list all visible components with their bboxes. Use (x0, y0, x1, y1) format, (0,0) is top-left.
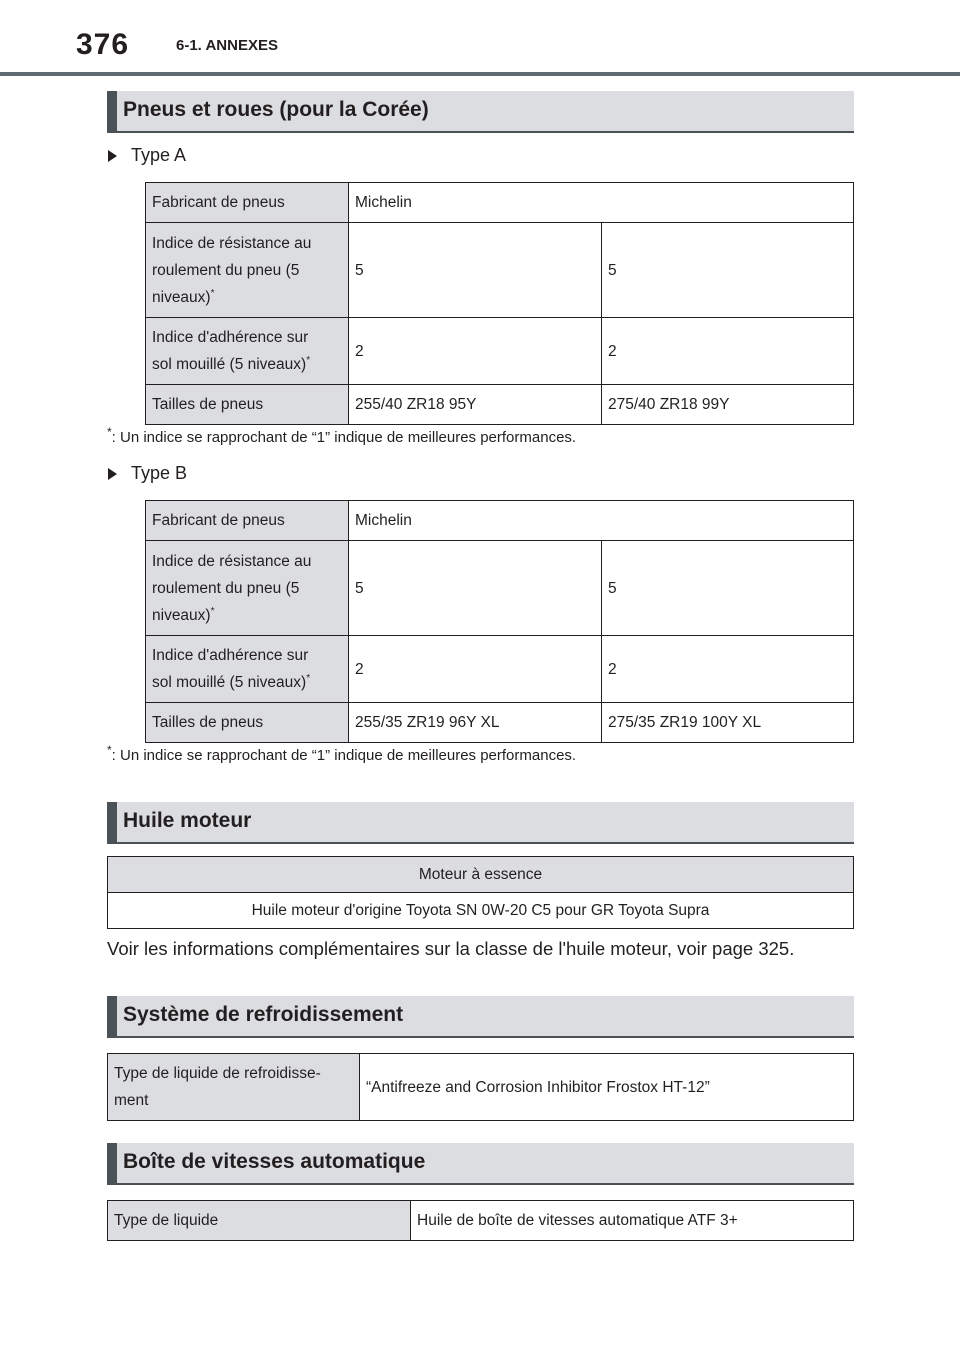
cell-label: Moteur à essence (108, 857, 854, 893)
type-b-footnote (107, 743, 576, 764)
table-row (108, 1054, 854, 1121)
cell-value: 2 (349, 636, 602, 703)
footnote-mark: * (210, 605, 215, 617)
section-title: Boîte de vitesses automatique (123, 1150, 426, 1173)
cell-label (108, 1054, 360, 1121)
footnote-mark: * (306, 672, 311, 684)
type-b-bullet (108, 463, 187, 484)
cell-label: Fabricant de pneus (146, 183, 349, 223)
table-row (146, 385, 854, 425)
triangle-bullet-icon (108, 150, 117, 162)
label-line: roulement du pneu (5 (152, 579, 300, 597)
type-a-table (145, 182, 854, 425)
cell-label (146, 223, 349, 318)
cell-label: Tailles de pneus (146, 385, 349, 425)
cell-value: 2 (602, 636, 854, 703)
label-line: ment (114, 1092, 149, 1109)
section-title: Système de refroidissement (123, 1003, 404, 1026)
cell-value: 5 (602, 541, 854, 636)
footnote-mark: * (107, 425, 112, 439)
transmission-fluid-table (107, 1200, 854, 1241)
label-line: roulement du pneu (5 (152, 261, 300, 279)
type-b-table (145, 500, 854, 743)
table-row (146, 703, 854, 743)
cell-value: 255/35 ZR19 96Y XL (349, 703, 602, 743)
type-a-footnote (107, 425, 576, 446)
footnote-text: : Un indice se rapprochant de “1” indique de meilleures performances. (111, 747, 577, 764)
cell-label: Type de liquide (108, 1201, 411, 1241)
cell-value: 5 (602, 223, 854, 318)
section-header-engine-oil (107, 802, 854, 844)
table-row (146, 318, 854, 385)
cell-label: Fabricant de pneus (146, 501, 349, 541)
table-row (146, 636, 854, 703)
section-header-tires (107, 91, 854, 133)
cell-label (146, 318, 349, 385)
cell-value: 275/35 ZR19 100Y XL (602, 703, 854, 743)
label-line: niveaux) (152, 606, 211, 624)
label-line: sol mouillé (5 niveaux) (152, 674, 307, 691)
table-row (146, 183, 854, 223)
section-title: Pneus et roues (pour la Corée) (123, 98, 429, 121)
cell-value: Huile de boîte de vitesses automatique ATF 3+ (411, 1201, 854, 1241)
table-row (108, 893, 854, 929)
page-number: 376 (76, 28, 130, 61)
table-row (108, 1201, 854, 1241)
label-line: Indice de résistance au (152, 234, 312, 252)
cell-value: 5 (349, 541, 602, 636)
label-line: niveaux) (152, 288, 211, 306)
cell-label: Tailles de pneus (146, 703, 349, 743)
label-line: Indice d'adhérence sur (152, 647, 309, 664)
table-row (146, 501, 854, 541)
label-line: sol mouillé (5 niveaux) (152, 356, 307, 373)
cell-value: 255/40 ZR18 95Y (349, 385, 602, 425)
footnote-mark: * (107, 743, 112, 757)
cell-value: Michelin (349, 501, 854, 541)
header-rule (0, 72, 960, 76)
footnote-text: : Un indice se rapprochant de “1” indique de meilleures performances. (111, 429, 577, 446)
coolant-table (107, 1053, 854, 1121)
footnote-mark: * (306, 354, 311, 366)
table-row (146, 541, 854, 636)
cell-value: 2 (349, 318, 602, 385)
section-title: Huile moteur (123, 809, 252, 832)
table-row (146, 223, 854, 318)
section-header-automatic-transmission (107, 1143, 854, 1185)
cell-label (146, 541, 349, 636)
cell-value: “Antifreeze and Corrosion Inhibitor Frostox HT-12” (360, 1054, 854, 1121)
cell-value: 2 (602, 318, 854, 385)
table-row (108, 857, 854, 893)
cell-value: Huile moteur d'origine Toyota SN 0W-20 C5 pour GR Toyota Supra (108, 893, 854, 929)
oil-info-paragraph: Voir les informations complémentaires sur la classe de l'huile moteur, voir page 325. (107, 938, 795, 959)
cell-label (146, 636, 349, 703)
label-line: Indice de résistance au (152, 552, 312, 570)
type-a-label: Type A (131, 145, 187, 165)
label-line: Indice d'adhérence sur (152, 329, 309, 346)
cell-value: 5 (349, 223, 602, 318)
chapter-title: 6-1. ANNEXES (176, 37, 278, 54)
cell-value: 275/40 ZR18 99Y (602, 385, 854, 425)
section-header-cooling (107, 996, 854, 1038)
cell-value: Michelin (349, 183, 854, 223)
page-header (0, 0, 960, 76)
engine-oil-table (107, 856, 854, 929)
type-a-bullet (108, 145, 186, 166)
type-b-label: Type B (131, 463, 188, 483)
footnote-mark: * (210, 287, 215, 299)
label-line: Type de liquide de refroidisse- (114, 1065, 321, 1082)
triangle-bullet-icon (108, 468, 117, 480)
